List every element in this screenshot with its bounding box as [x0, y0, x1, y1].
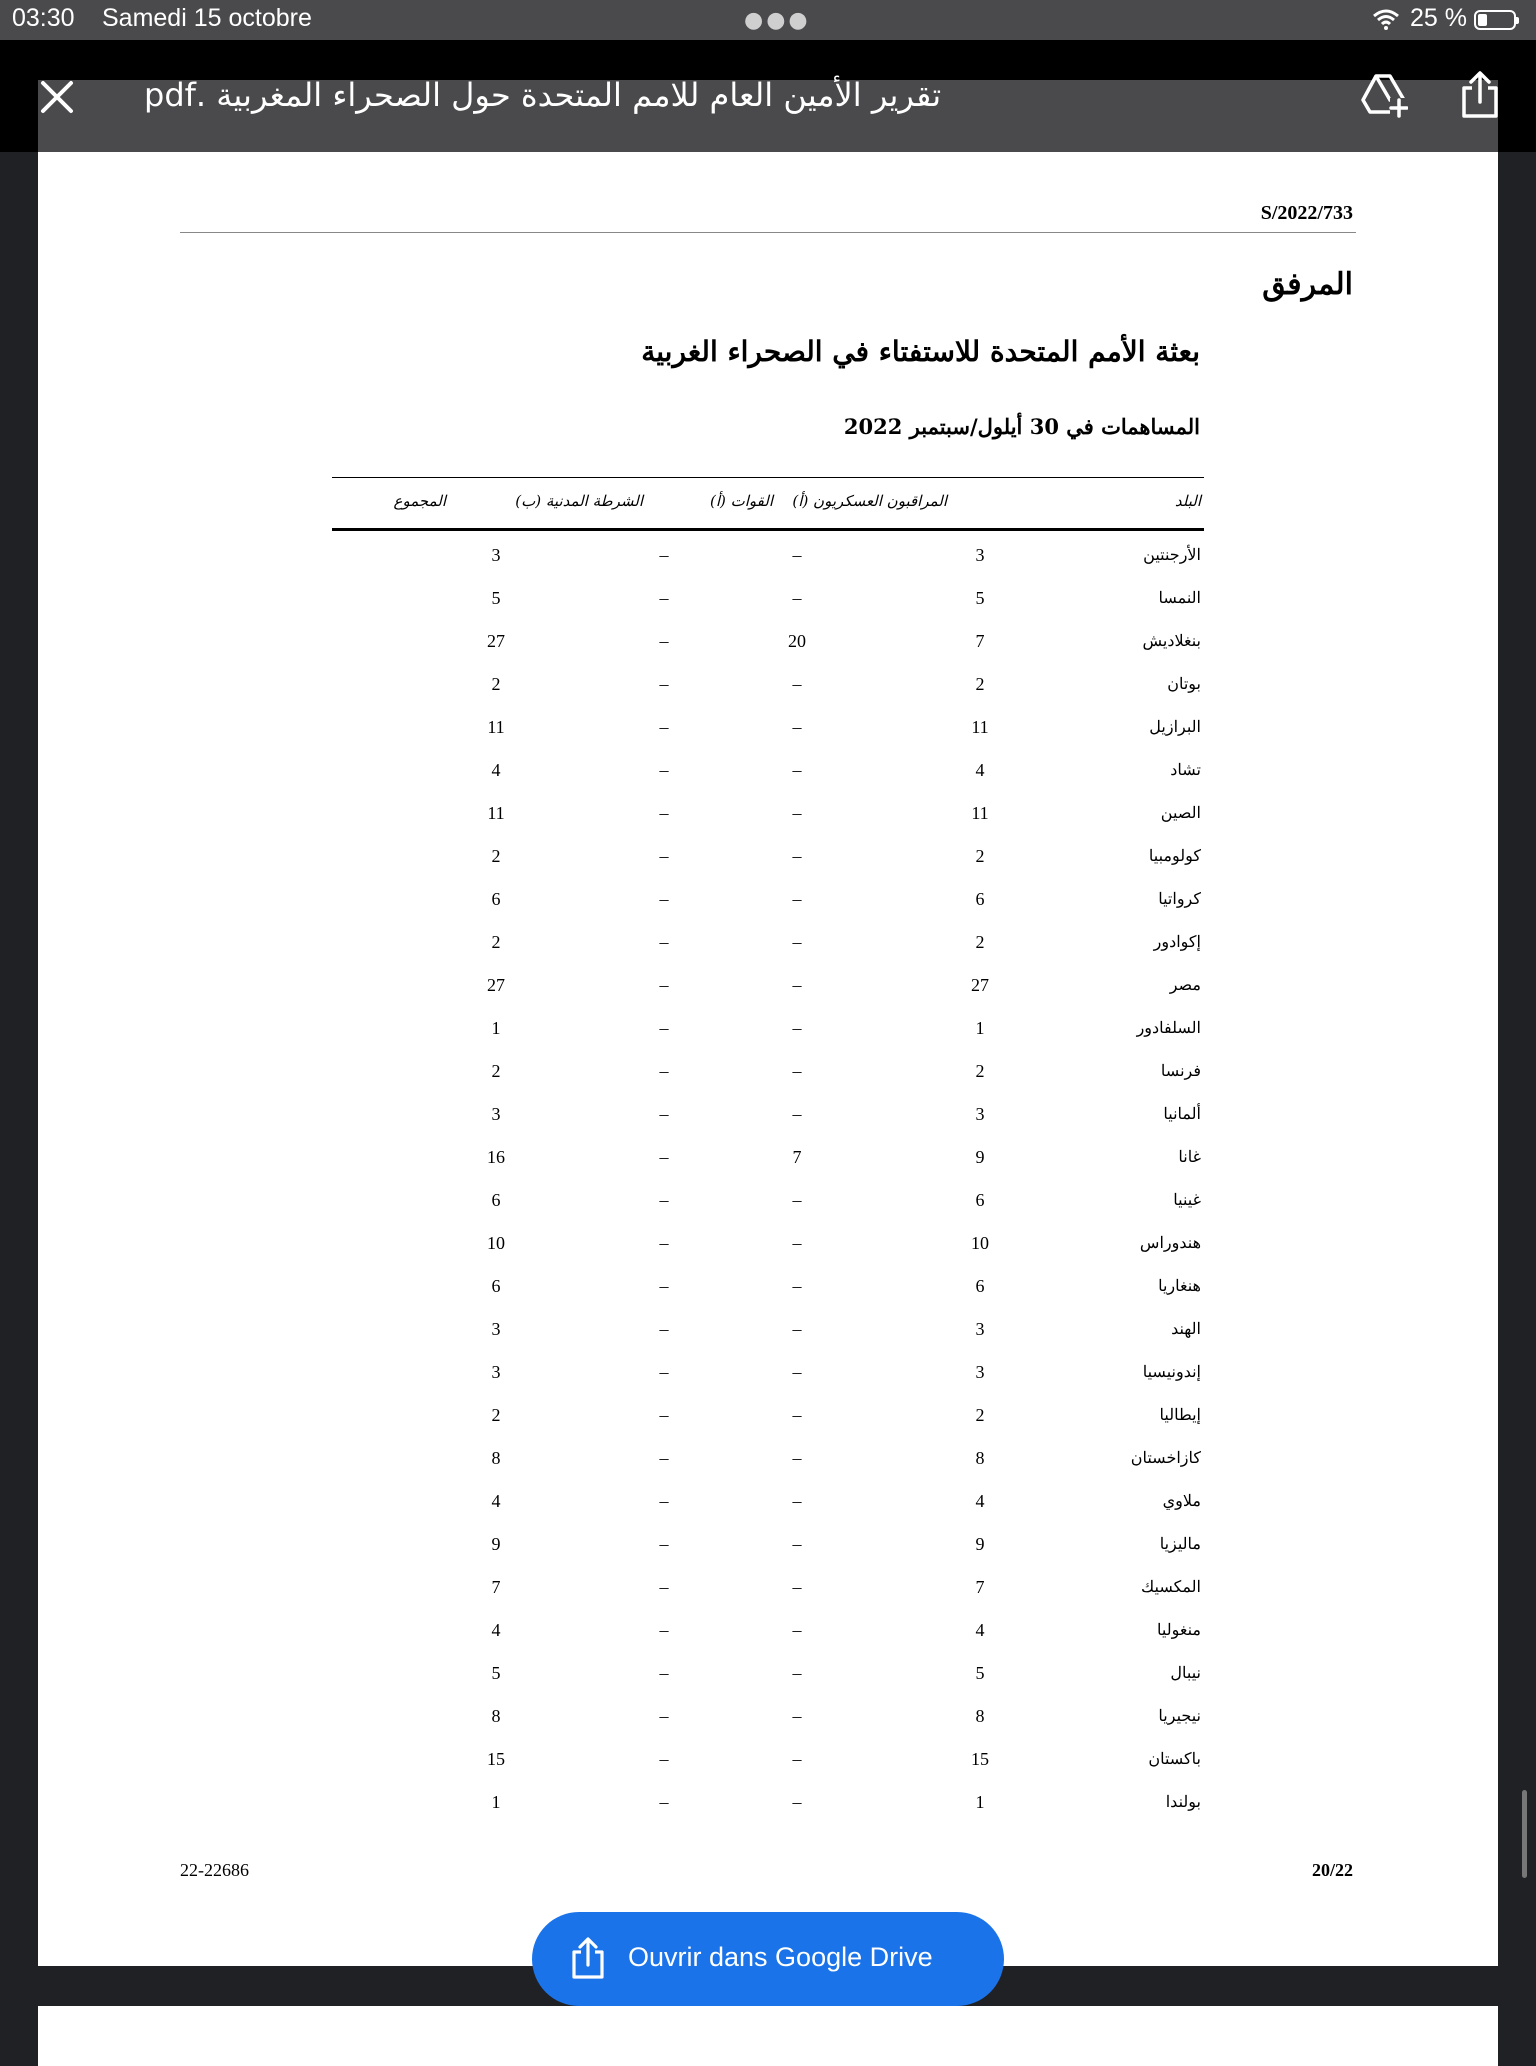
cell-police: – — [659, 760, 669, 780]
cell-police: – — [659, 1276, 669, 1296]
table-row — [332, 1311, 1204, 1354]
cell-country: ماليزيا — [1159, 1534, 1201, 1553]
cell-police: – — [659, 932, 669, 952]
cell-obs: 3 — [975, 1104, 985, 1124]
viewer-toolbar-right-edge — [1498, 40, 1536, 152]
cell-total: 3 — [491, 1319, 501, 1339]
table-row — [332, 1569, 1204, 1612]
header-country: البلد — [1174, 492, 1201, 510]
table-row — [332, 752, 1204, 795]
table-row — [332, 1397, 1204, 1440]
cell-police: – — [659, 1190, 669, 1210]
cell-police: – — [659, 1104, 669, 1124]
table-body — [332, 537, 1204, 1827]
cell-total: 11 — [487, 717, 505, 737]
cell-total: 5 — [491, 588, 501, 608]
cell-obs: 8 — [975, 1448, 985, 1468]
cell-country: بوتان — [1167, 674, 1201, 693]
table-top-rule — [332, 477, 1204, 478]
cell-obs: 9 — [975, 1534, 985, 1554]
battery-icon — [1474, 10, 1516, 30]
cell-total: 8 — [491, 1706, 501, 1726]
cell-obs: 4 — [975, 1620, 985, 1640]
cell-troops: – — [792, 889, 802, 909]
cell-total: 7 — [491, 1577, 501, 1597]
cell-country: البرازيل — [1149, 717, 1201, 736]
cell-police: – — [659, 846, 669, 866]
table-row — [332, 1354, 1204, 1397]
cell-total: 27 — [487, 631, 505, 651]
cell-country: هنغاريا — [1158, 1276, 1201, 1295]
cell-police: – — [659, 1577, 669, 1597]
cell-troops: – — [792, 1706, 802, 1726]
cell-obs: 1 — [975, 1018, 985, 1038]
close-icon[interactable] — [38, 78, 76, 116]
cell-total: 8 — [491, 1448, 501, 1468]
document-title: تقرير الأمين العام للامم المتحدة حول الصحراء المغربية .pdf — [144, 76, 942, 114]
cell-total: 3 — [491, 1104, 501, 1124]
cell-country: مصر — [1169, 975, 1201, 994]
cell-total: 2 — [491, 932, 501, 952]
cell-obs: 5 — [975, 588, 985, 608]
cell-police: – — [659, 717, 669, 737]
cell-troops: – — [792, 1018, 802, 1038]
cell-troops: – — [792, 1491, 802, 1511]
cell-country: ملاوي — [1162, 1491, 1201, 1510]
cell-police: – — [659, 545, 669, 565]
cell-total: 1 — [491, 1792, 501, 1812]
cell-total: 2 — [491, 1405, 501, 1425]
cell-obs: 3 — [975, 545, 985, 565]
cell-troops: – — [792, 1362, 802, 1382]
cell-troops: – — [792, 1663, 802, 1683]
cell-police: – — [659, 803, 669, 823]
cell-total: 4 — [491, 1491, 501, 1511]
cell-police: – — [659, 1792, 669, 1812]
table-row — [332, 666, 1204, 709]
open-in-drive-label: Ouvrir dans Google Drive — [628, 1942, 933, 1972]
cell-country: نيبال — [1170, 1663, 1201, 1682]
cell-country: السلفادور — [1136, 1018, 1201, 1037]
status-bar — [0, 0, 1536, 40]
table-row — [332, 1182, 1204, 1225]
cell-police: – — [659, 1018, 669, 1038]
cell-troops: – — [792, 932, 802, 952]
next-document-page — [38, 2006, 1498, 2066]
cell-troops: – — [792, 1190, 802, 1210]
table-header-rule — [332, 528, 1204, 531]
table-row — [332, 881, 1204, 924]
table-row — [332, 1268, 1204, 1311]
cell-police: – — [659, 1663, 669, 1683]
cell-obs: 6 — [975, 1276, 985, 1296]
cell-country: بنغلاديش — [1142, 631, 1201, 650]
header-troops: القوات (أ) — [709, 492, 773, 510]
cell-total: 3 — [491, 545, 501, 565]
cell-obs: 4 — [975, 760, 985, 780]
cell-obs: 27 — [971, 975, 989, 995]
battery-level — [1478, 14, 1487, 26]
cell-police: – — [659, 889, 669, 909]
cell-police: – — [659, 588, 669, 608]
cell-total: 2 — [491, 1061, 501, 1081]
scrollbar-thumb[interactable] — [1522, 1790, 1527, 1878]
cell-obs: 2 — [975, 674, 985, 694]
table-row — [332, 1526, 1204, 1569]
cell-troops: – — [792, 1319, 802, 1339]
cell-obs: 11 — [971, 803, 989, 823]
cell-total: 11 — [487, 803, 505, 823]
top-spacer — [0, 40, 1536, 80]
status-time: 03:30 — [12, 4, 75, 32]
table-row — [332, 1784, 1204, 1827]
cell-troops: – — [792, 1749, 802, 1769]
cell-country: تشاد — [1170, 760, 1201, 779]
cell-total: 3 — [491, 1362, 501, 1382]
table-row — [332, 1096, 1204, 1139]
cell-troops: – — [792, 760, 802, 780]
cell-country: هندوراس — [1139, 1233, 1201, 1252]
cell-country: المكسيك — [1141, 1577, 1201, 1596]
header-civilian-police: الشرطة المدنية (ب) — [515, 492, 643, 510]
cell-total: 9 — [491, 1534, 501, 1554]
cell-obs: 15 — [971, 1749, 989, 1769]
cell-police: – — [659, 975, 669, 995]
table-row — [332, 1010, 1204, 1053]
cell-obs: 7 — [975, 631, 985, 651]
cell-country: إندونيسيا — [1142, 1362, 1201, 1381]
table-row — [332, 1440, 1204, 1483]
multitasking-dots-icon[interactable]: ●●● — [744, 8, 811, 33]
cell-country: كولومبيا — [1148, 846, 1201, 865]
cell-country: غينيا — [1173, 1190, 1201, 1209]
cell-country: الأرجنتين — [1143, 545, 1201, 564]
cell-police: – — [659, 1620, 669, 1640]
cell-troops: – — [792, 1405, 802, 1425]
cell-troops: – — [792, 1448, 802, 1468]
cell-total: 5 — [491, 1663, 501, 1683]
document-page — [38, 152, 1498, 1966]
table-row — [332, 967, 1204, 1010]
cell-obs: 4 — [975, 1491, 985, 1511]
battery-percent: 25 % — [1410, 4, 1467, 32]
cell-total: 2 — [491, 674, 501, 694]
cell-obs: 7 — [975, 1577, 985, 1597]
document-symbol: S/2022/733 — [1260, 202, 1353, 224]
header-rule — [180, 232, 1356, 233]
cell-troops: – — [792, 846, 802, 866]
cell-country: باكستان — [1148, 1749, 1201, 1768]
cell-police: – — [659, 1233, 669, 1253]
cell-country: غانا — [1178, 1147, 1201, 1166]
cell-troops: – — [792, 803, 802, 823]
cell-police: – — [659, 1405, 669, 1425]
cell-country: الهند — [1171, 1319, 1201, 1338]
cell-troops: 7 — [792, 1147, 802, 1167]
cell-total: 6 — [491, 1190, 501, 1210]
cell-police: – — [659, 1319, 669, 1339]
cell-country: الصين — [1160, 803, 1201, 822]
cell-country: منغوليا — [1157, 1620, 1201, 1639]
table-row — [332, 623, 1204, 666]
table-row — [332, 1698, 1204, 1741]
mission-title: بعثة الأمم المتحدة للاستفتاء في الصحراء الغربية — [641, 335, 1200, 368]
cell-obs: 10 — [971, 1233, 989, 1253]
cell-police: – — [659, 1706, 669, 1726]
cell-troops: – — [792, 1577, 802, 1597]
cell-country: نيجيريا — [1158, 1706, 1201, 1725]
page-number: 20/22 — [1311, 1860, 1353, 1880]
cell-troops: – — [792, 1276, 802, 1296]
cell-country: فرنسا — [1160, 1061, 1201, 1080]
table-row — [332, 838, 1204, 881]
cell-obs: 8 — [975, 1706, 985, 1726]
cell-total: 27 — [487, 975, 505, 995]
cell-obs: 6 — [975, 1190, 985, 1210]
cell-obs: 2 — [975, 846, 985, 866]
cell-country: كازاخستان — [1130, 1448, 1201, 1467]
cell-police: – — [659, 1749, 669, 1769]
cell-troops: 20 — [788, 631, 806, 651]
cell-obs: 2 — [975, 932, 985, 952]
cell-obs: 2 — [975, 1405, 985, 1425]
cell-country: النمسا — [1158, 588, 1201, 607]
table-row — [332, 1483, 1204, 1526]
cell-obs: 3 — [975, 1319, 985, 1339]
table-row — [332, 1053, 1204, 1096]
cell-troops: – — [792, 674, 802, 694]
cell-total: 10 — [487, 1233, 505, 1253]
cell-total: 15 — [487, 1749, 505, 1769]
cell-police: – — [659, 1061, 669, 1081]
cell-obs: 9 — [975, 1147, 985, 1167]
cell-police: – — [659, 1491, 669, 1511]
document-number: 22-22686 — [180, 1860, 249, 1880]
table-row — [332, 709, 1204, 752]
contributions-date: المساهمات في 30 أيلول/سبتمبر 2022 — [843, 414, 1200, 439]
cell-country: إكوادور — [1153, 932, 1201, 951]
cell-total: 4 — [491, 760, 501, 780]
cell-troops: – — [792, 1061, 802, 1081]
cell-police: – — [659, 1534, 669, 1554]
cell-country: ألمانيا — [1163, 1104, 1201, 1123]
cell-country: بولندا — [1165, 1792, 1201, 1811]
table-row — [332, 580, 1204, 623]
cell-total: 4 — [491, 1620, 501, 1640]
cell-country: إيطاليا — [1159, 1405, 1201, 1424]
cell-troops: – — [792, 1104, 802, 1124]
table-row — [332, 1612, 1204, 1655]
cell-total: 6 — [491, 1276, 501, 1296]
cell-troops: – — [792, 1534, 802, 1554]
cell-police: – — [659, 1448, 669, 1468]
cell-troops: – — [792, 545, 802, 565]
cell-obs: 3 — [975, 1362, 985, 1382]
annex-heading: المرفق — [1262, 267, 1353, 302]
cell-police: – — [659, 674, 669, 694]
share-icon — [570, 1936, 606, 1980]
cell-total: 1 — [491, 1018, 501, 1038]
cell-police: – — [659, 1147, 669, 1167]
table-row — [332, 1225, 1204, 1268]
cell-total: 6 — [491, 889, 501, 909]
header-military-observers: المراقبون العسكريون (أ) — [792, 492, 947, 510]
share-icon[interactable] — [1460, 70, 1500, 120]
table-row — [332, 1655, 1204, 1698]
status-date: Samedi 15 octobre — [102, 4, 312, 32]
open-in-drive-button[interactable] — [532, 1912, 1004, 2006]
cell-obs: 1 — [975, 1792, 985, 1812]
table-row — [332, 795, 1204, 838]
wifi-icon — [1372, 8, 1400, 30]
cell-total: 2 — [491, 846, 501, 866]
table-row — [332, 924, 1204, 967]
add-to-drive-icon[interactable] — [1360, 72, 1408, 118]
table-row — [332, 537, 1204, 580]
cell-obs: 5 — [975, 1663, 985, 1683]
cell-police: – — [659, 631, 669, 651]
cell-troops: – — [792, 588, 802, 608]
battery-nub — [1516, 17, 1519, 24]
cell-total: 16 — [487, 1147, 505, 1167]
cell-troops: – — [792, 1620, 802, 1640]
cell-troops: – — [792, 717, 802, 737]
header-total: المجموع — [393, 492, 446, 510]
cell-obs: 2 — [975, 1061, 985, 1081]
table-row — [332, 1139, 1204, 1182]
cell-troops: – — [792, 975, 802, 995]
cell-obs: 11 — [971, 717, 989, 737]
cell-police: – — [659, 1362, 669, 1382]
viewer-toolbar-left-edge — [0, 40, 38, 152]
cell-country: كرواتيا — [1158, 889, 1201, 908]
cell-troops: – — [792, 1792, 802, 1812]
table-row — [332, 1741, 1204, 1784]
cell-troops: – — [792, 1233, 802, 1253]
cell-obs: 6 — [975, 889, 985, 909]
